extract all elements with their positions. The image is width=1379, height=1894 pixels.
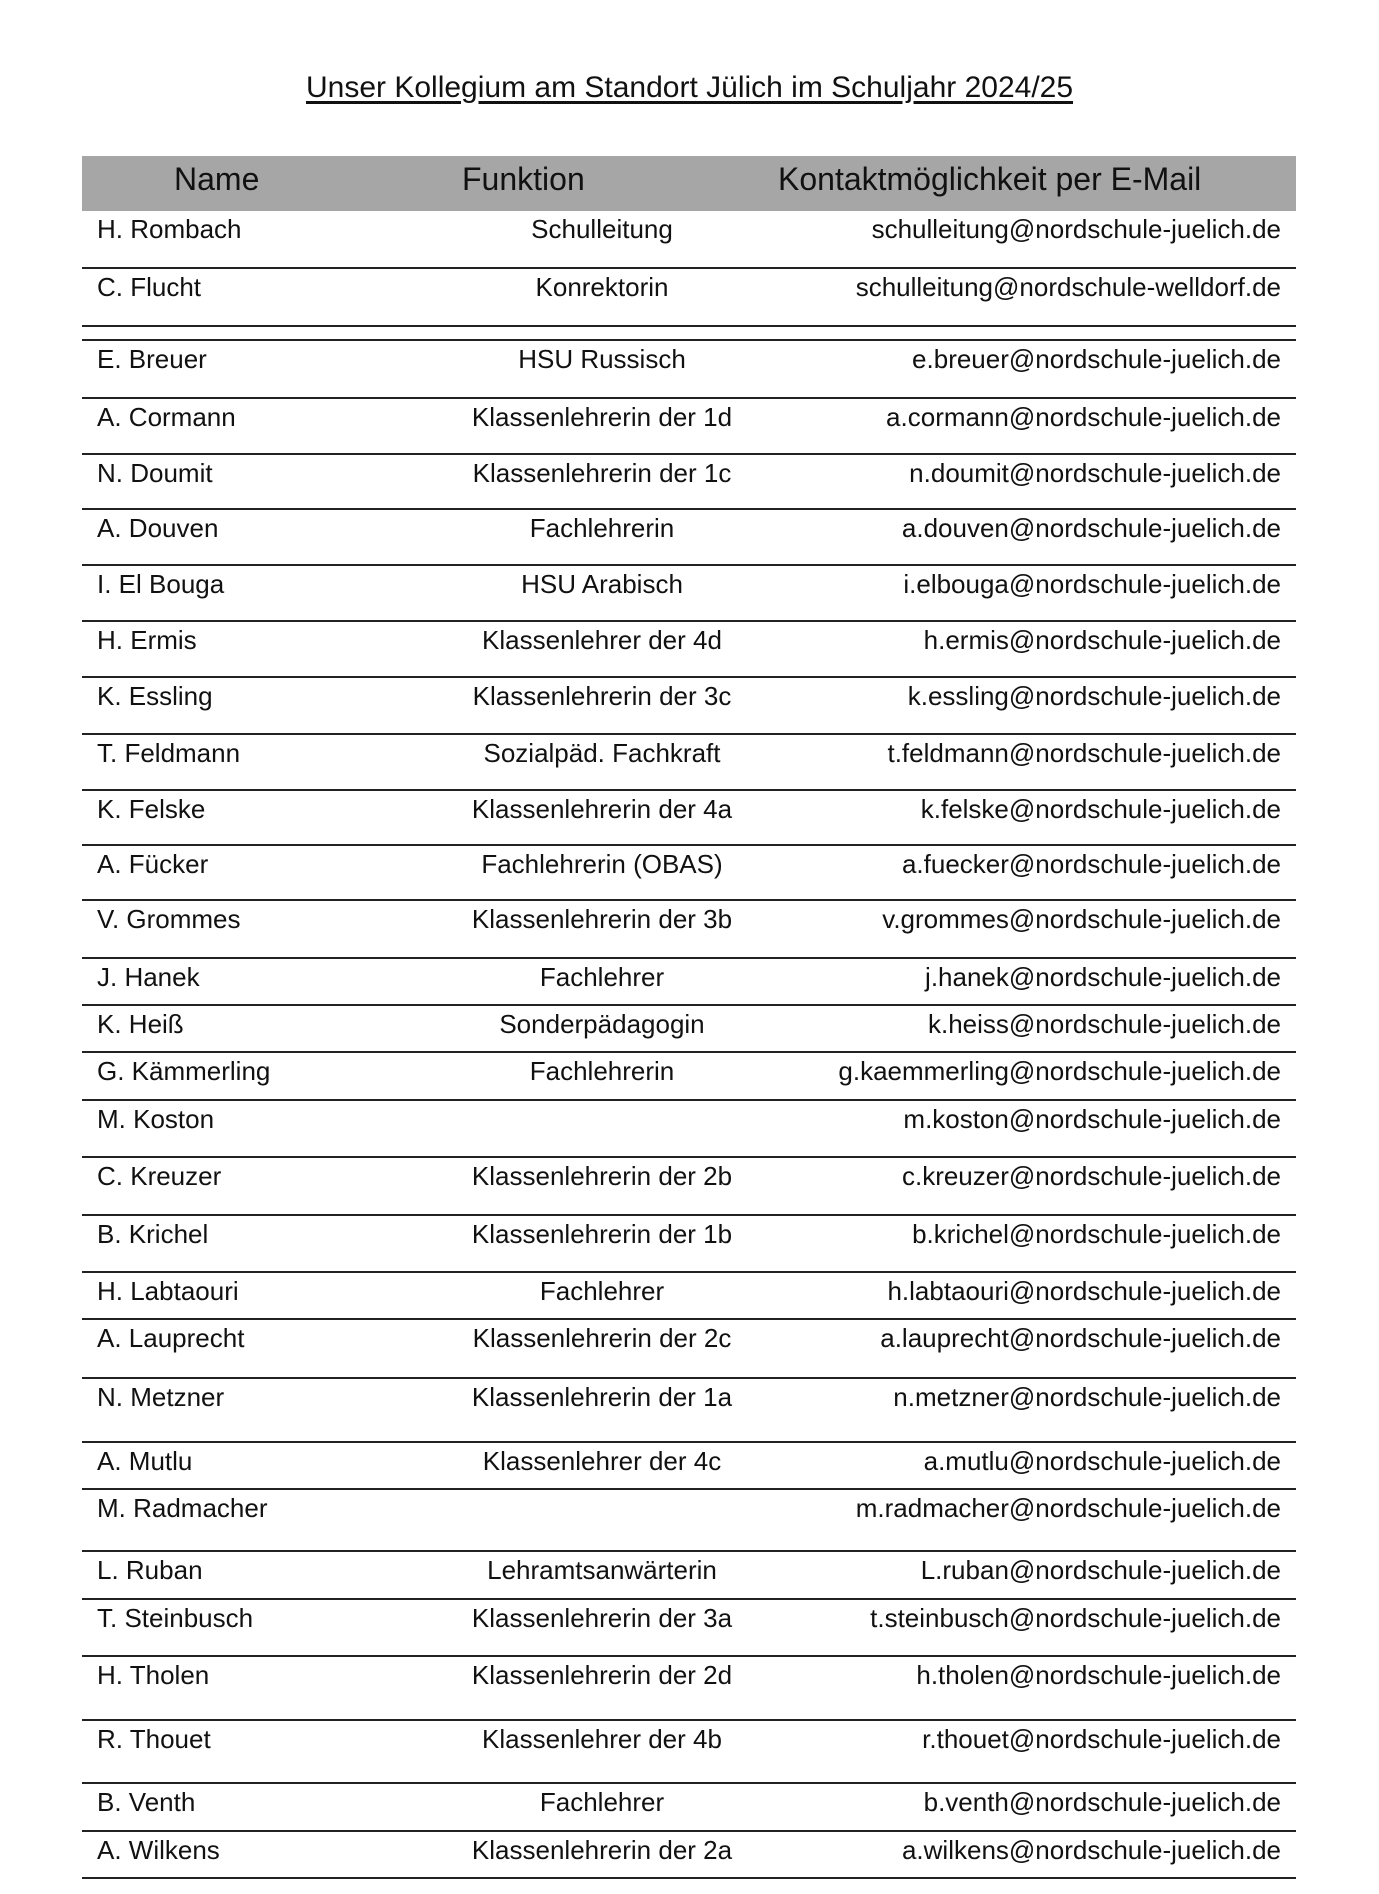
cell-name: B. Venth [97,1787,196,1817]
cell-function: Sonderpädagogin [499,1009,705,1039]
table-row [82,1101,1296,1158]
cell-email: r.thouet@nordschule-juelich.de [922,1724,1281,1754]
row-divider [82,327,1296,341]
cell-name: T. Feldmann [97,738,241,768]
cell-email: k.essling@nordschule-juelich.de [907,681,1281,711]
cell-email: schulleitung@nordschule-welldorf.de [855,272,1281,302]
cell-email: b.krichel@nordschule-juelich.de [912,1219,1281,1249]
table-row [82,455,1296,510]
table-row [82,566,1296,622]
table-row [82,1600,1296,1657]
cell-name: E. Breuer [97,344,207,374]
cell-email: h.tholen@nordschule-juelich.de [916,1660,1281,1690]
cell-name: K. Felske [97,794,206,824]
cell-email: e.breuer@nordschule-juelich.de [912,344,1281,374]
cell-name: C. Flucht [97,272,202,302]
header-email: Kontaktmöglichkeit per E-Mail [778,161,1202,197]
cell-name: A. Lauprecht [97,1323,245,1353]
cell-name: A. Cormann [97,402,236,432]
cell-email: c.kreuzer@nordschule-juelich.de [901,1161,1281,1191]
cell-name: K. Essling [97,681,213,711]
table-row [82,1379,1296,1443]
cell-function: Klassenlehrerin der 3a [471,1603,733,1633]
cell-email: m.koston@nordschule-juelich.de [903,1104,1281,1134]
cell-function: Konrektorin [535,272,669,302]
cell-email: k.heiss@nordschule-juelich.de [927,1009,1281,1039]
cell-function: Klassenlehrerin der 4a [471,794,733,824]
cell-name: M. Radmacher [97,1493,268,1523]
cell-function: Klassenlehrerin der 2d [471,1660,733,1690]
table-row [82,1784,1296,1832]
cell-email: h.ermis@nordschule-juelich.de [923,625,1281,655]
cell-name: H. Tholen [97,1660,210,1690]
cell-name: C. Kreuzer [97,1161,222,1191]
cell-name: M. Koston [97,1104,215,1134]
cell-email: a.wilkens@nordschule-juelich.de [901,1835,1281,1865]
table-row [82,341,1296,399]
header-function: Funktion [462,161,585,197]
table-row [82,1053,1296,1101]
table-row [82,1490,1296,1552]
cell-email: i.elbouga@nordschule-juelich.de [903,569,1281,599]
cell-email: m.radmacher@nordschule-juelich.de [855,1493,1281,1523]
cell-name: N. Doumit [97,458,213,488]
cell-email: a.fuecker@nordschule-juelich.de [901,849,1281,879]
cell-email: schulleitung@nordschule-juelich.de [871,214,1281,244]
table-row [82,1216,1296,1273]
cell-name: V. Grommes [97,904,241,934]
cell-function: Klassenlehrerin der 2b [471,1161,733,1191]
cell-function: Klassenlehrerin der 1c [472,458,732,488]
cell-function: Lehramtsanwärterin [487,1555,717,1585]
cell-function: Klassenlehrerin der 2a [471,1835,733,1865]
cell-email: j.hanek@nordschule-juelich.de [925,962,1281,992]
staff-table-body [82,211,1296,1879]
cell-name: A. Mutlu [97,1446,193,1476]
cell-name: K. Heiß [97,1009,184,1039]
cell-name: H. Labtaouri [97,1276,239,1306]
cell-email: t.feldmann@nordschule-juelich.de [887,738,1281,768]
cell-email: n.metzner@nordschule-juelich.de [893,1382,1281,1412]
table-row [82,846,1296,901]
cell-function: HSU Arabisch [521,569,683,599]
cell-email: v.grommes@nordschule-juelich.de [882,904,1281,934]
cell-name: T. Steinbusch [97,1603,254,1633]
cell-name: H. Rombach [97,214,242,244]
table-header [82,156,1296,211]
table-row [82,1832,1296,1879]
table-row [82,959,1296,1006]
cell-name: I. El Bouga [97,569,225,599]
table-row [82,1273,1296,1320]
cell-email: g.kaemmerling@nordschule-juelich.de [838,1056,1281,1086]
cell-function: Fachlehrer [539,962,665,992]
cell-name: L. Ruban [97,1555,203,1585]
table-row [82,901,1296,959]
cell-email: k.felske@nordschule-juelich.de [920,794,1281,824]
table-row [82,1552,1296,1600]
cell-function: Fachlehrer [539,1787,665,1817]
cell-name: H. Ermis [97,625,197,655]
cell-function: HSU Russisch [518,344,686,374]
cell-name: N. Metzner [97,1382,225,1412]
cell-function: Fachlehrerin (OBAS) [481,849,723,879]
table-row [82,1158,1296,1216]
cell-email: a.douven@nordschule-juelich.de [901,513,1281,543]
cell-email: t.steinbusch@nordschule-juelich.de [870,1603,1281,1633]
table-row [82,1657,1296,1721]
cell-function: Fachlehrer [539,1276,665,1306]
cell-function: Klassenlehrerin der 3c [472,681,732,711]
cell-email: n.doumit@nordschule-juelich.de [909,458,1281,488]
cell-function: Schulleitung [531,214,673,244]
page-title: Unser Kollegium am Standort Jülich im Schuljahr 2024/25 [305,71,1074,104]
table-row [82,678,1296,735]
table-row [82,1320,1296,1379]
cell-name: R. Thouet [97,1724,211,1754]
cell-email: b.venth@nordschule-juelich.de [923,1787,1281,1817]
cell-function: Klassenlehrerin der 1b [471,1219,733,1249]
table-row [82,269,1296,327]
table-row [82,791,1296,846]
header-name: Name [174,161,260,197]
cell-function: Klassenlehrerin der 3b [471,904,733,934]
table-row [82,399,1296,455]
table-row [82,622,1296,678]
table-row [82,1721,1296,1784]
cell-email: a.mutlu@nordschule-juelich.de [923,1446,1281,1476]
table-row [82,211,1296,269]
cell-name: G. Kämmerling [97,1056,271,1086]
cell-function: Fachlehrerin [529,513,675,543]
table-row [82,735,1296,791]
table-row [82,1006,1296,1053]
table-row [82,510,1296,566]
cell-function: Fachlehrerin [529,1056,675,1086]
cell-name: J. Hanek [97,962,200,992]
cell-email: L.ruban@nordschule-juelich.de [920,1555,1281,1585]
cell-name: B. Krichel [97,1219,209,1249]
table-row [82,1443,1296,1490]
cell-name: A. Douven [97,513,219,543]
cell-function: Klassenlehrerin der 1a [471,1382,733,1412]
cell-function: Klassenlehrerin der 2c [472,1323,732,1353]
cell-email: h.labtaouri@nordschule-juelich.de [887,1276,1281,1306]
cell-function: Sozialpäd. Fachkraft [483,738,721,768]
cell-function: Klassenlehrerin der 1d [471,402,733,432]
cell-function: Klassenlehrer der 4c [482,1446,722,1476]
cell-name: A. Fücker [97,849,209,879]
cell-function: Klassenlehrer der 4b [482,1724,722,1754]
cell-name: A. Wilkens [97,1835,220,1865]
cell-email: a.cormann@nordschule-juelich.de [886,402,1281,432]
cell-email: a.lauprecht@nordschule-juelich.de [880,1323,1281,1353]
cell-function: Klassenlehrer der 4d [482,625,722,655]
